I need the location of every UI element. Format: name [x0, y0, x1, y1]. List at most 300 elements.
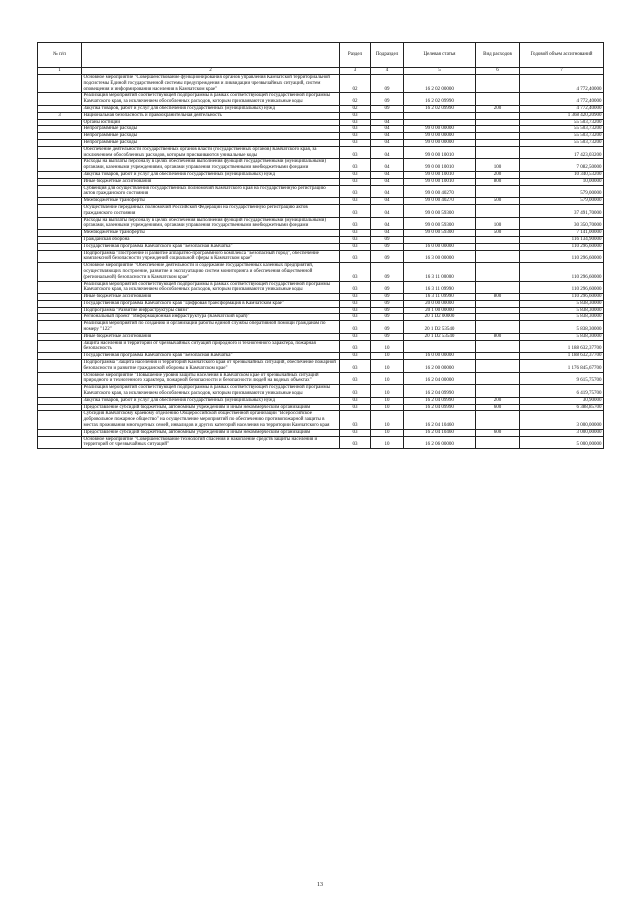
cell-vr — [476, 204, 520, 217]
cell-sum: 30,90000 — [520, 397, 604, 404]
cell-sum: 110 296,60000 — [520, 263, 604, 281]
table-row — [38, 105, 604, 112]
cell-num — [38, 178, 82, 185]
cell-sum: 1 368 420,20900 — [520, 112, 604, 119]
cell-sum: 7 082,50000 — [520, 159, 604, 172]
header-podrazdel: Подраздел — [371, 43, 404, 68]
table-row — [38, 217, 604, 230]
cell-razdel: 03 — [340, 353, 371, 360]
cell-razdel: 03 — [340, 340, 371, 353]
cell-csr: 16 3 11 09990 — [404, 281, 476, 294]
cell-name: Иные бюджетные ассигнования — [82, 294, 340, 301]
cell-csr: 16 2 06 00000 — [404, 436, 476, 449]
cell-vr — [476, 126, 520, 133]
cell-num — [38, 217, 82, 230]
cell-sum: 30 350,70000 — [520, 217, 604, 230]
cell-num — [38, 397, 82, 404]
cell-num — [38, 243, 82, 250]
cell-podrazdel: 04 — [371, 119, 404, 126]
cell-csr: 20 1 D2 00000 — [404, 314, 476, 321]
table-row — [38, 333, 604, 340]
cell-csr: 16 2 04 10460 — [404, 411, 476, 429]
cell-vr: 500 — [476, 198, 520, 205]
table-row — [38, 294, 604, 301]
cell-razdel: 03 — [340, 198, 371, 205]
table-row — [38, 436, 604, 449]
table-row — [38, 250, 604, 263]
cell-csr — [404, 119, 476, 126]
cell-name: Субсидия Камчатскому краевому отделению Общероссийской общественной организации "Всероссийское добровольное пожарное общество" на осуществление мероприятий по обеспечению противопожарной защиты в местах проживания многодетных семей, инвалидов и других категорий населения на территории Камчатского края — [82, 411, 340, 429]
cell-razdel: 03 — [340, 263, 371, 281]
cell-razdel: 02 — [340, 93, 371, 106]
table-row — [38, 185, 604, 198]
cell-name: Иные бюджетные ассигнования — [82, 178, 340, 185]
cell-num — [38, 263, 82, 281]
cell-vr — [476, 360, 520, 373]
cell-sum: 7 141,00000 — [520, 230, 604, 237]
table-row — [38, 146, 604, 159]
column-number-row — [38, 68, 604, 75]
cell-razdel: 02 — [340, 75, 371, 93]
cell-num — [38, 353, 82, 360]
cell-sum: 110 296,60000 — [520, 243, 604, 250]
cell-sum: 5 838,30000 — [520, 307, 604, 314]
cell-vr: 800 — [476, 294, 520, 301]
cell-csr: 20 1 D2 53540 — [404, 333, 476, 340]
cell-razdel: 03 — [340, 294, 371, 301]
header-vr: Вид расходов — [476, 43, 520, 68]
cell-name: Предоставление субсидий бюджетным, автономным учреждениям и иным некоммерческим организациям — [82, 429, 340, 436]
cell-sum: 10,00000 — [520, 178, 604, 185]
cell-csr: 20 1 00 00000 — [404, 307, 476, 314]
cell-vr: 500 — [476, 230, 520, 237]
cell-razdel: 03 — [340, 436, 371, 449]
cell-csr: 16 2 00 00000 — [404, 360, 476, 373]
cell-razdel: 03 — [340, 397, 371, 404]
cell-sum: 1 188 632,37700 — [520, 340, 604, 353]
cell-csr: 16 2 04 09990 — [404, 385, 476, 398]
cell-sum: 6 388,85700 — [520, 404, 604, 411]
cell-podrazdel: 09 — [371, 105, 404, 112]
cell-name: Государственная программа Камчатского края "Цифровая трансформация в Камчатском крае" — [82, 300, 340, 307]
col-number: 1 — [38, 68, 82, 75]
cell-csr: 16 2 04 00000 — [404, 372, 476, 385]
table-row — [38, 429, 604, 436]
cell-sum: 5 000,00000 — [520, 436, 604, 449]
cell-name: Непрограммные расходы — [82, 133, 340, 140]
cell-vr — [476, 307, 520, 314]
table-row — [38, 281, 604, 294]
cell-name: Непрограммные расходы — [82, 139, 340, 146]
cell-sum: 579,00000 — [520, 185, 604, 198]
cell-sum: 6 419,75700 — [520, 385, 604, 398]
cell-vr — [476, 436, 520, 449]
cell-name: Защита населения и территории от чрезвычайных ситуаций природного и техногенного характера, пожарная безопасность — [82, 340, 340, 353]
cell-name: Национальная безопасность и правоохранительная деятельность — [82, 112, 340, 119]
table-row — [38, 230, 604, 237]
cell-name: Государственная программа Камчатского края "Безопасная Камчатка" — [82, 353, 340, 360]
cell-podrazdel: 04 — [371, 178, 404, 185]
cell-razdel: 03 — [340, 230, 371, 237]
table-row — [38, 178, 604, 185]
cell-num — [38, 119, 82, 126]
cell-podrazdel: 10 — [371, 372, 404, 385]
cell-vr — [476, 75, 520, 93]
cell-num — [38, 105, 82, 112]
cell-vr — [476, 353, 520, 360]
cell-name: Субвенция для осуществления государственных полномочий Камчатского края на государственную регистрацию актов гражданского состояния — [82, 185, 340, 198]
cell-vr — [476, 340, 520, 353]
cell-podrazdel: 10 — [371, 353, 404, 360]
cell-num: 3 — [38, 112, 82, 119]
cell-name: Подпрограмма "Построение и развитие аппаратно-программного комплекса "Безопасный город", обеспечение комплексной безопасности учреждений социальной сферы в Камчатском крае" — [82, 250, 340, 263]
cell-num — [38, 307, 82, 314]
table-row — [38, 236, 604, 243]
cell-name: Региональный проект "Информационная инфраструктура (Камчатский край)" — [82, 314, 340, 321]
cell-sum: 110 296,60000 — [520, 250, 604, 263]
cell-razdel: 03 — [340, 250, 371, 263]
cell-vr — [476, 243, 520, 250]
cell-csr: 99 0 00 00000 — [404, 126, 476, 133]
cell-num — [38, 372, 82, 385]
cell-vr — [476, 372, 520, 385]
cell-vr: 600 — [476, 404, 520, 411]
cell-vr: 200 — [476, 105, 520, 112]
cell-csr: 99 0 00 10010 — [404, 146, 476, 159]
cell-sum: 116 134,90000 — [520, 236, 604, 243]
cell-sum: 110 296,60000 — [520, 281, 604, 294]
cell-name: Непрограммные расходы — [82, 126, 340, 133]
table-row — [38, 321, 604, 334]
table-row — [38, 372, 604, 385]
cell-vr: 100 — [476, 217, 520, 230]
cell-num — [38, 360, 82, 373]
cell-sum: 5 838,30000 — [520, 333, 604, 340]
cell-name: Подпрограмма "Защита населения и территорий Камчатского края от чрезвычайных ситуаций, обеспечение пожарной безопасности и развитие гражданской обороны в Камчатском крае" — [82, 360, 340, 373]
cell-vr — [476, 321, 520, 334]
cell-name: Осуществление переданных полномочий Российской Федерации на государственную регистрацию актов гражданского состояния — [82, 204, 340, 217]
cell-num — [38, 300, 82, 307]
cell-name: Реализация мероприятий по созданию и организации работы единой службы оперативной помощи гражданам по номеру "122" — [82, 321, 340, 334]
cell-podrazdel: 09 — [371, 281, 404, 294]
cell-podrazdel: 09 — [371, 93, 404, 106]
cell-name: Предоставление субсидий бюджетным, автономным учреждениям и иным некоммерческим организациям — [82, 404, 340, 411]
cell-razdel: 03 — [340, 185, 371, 198]
cell-num — [38, 429, 82, 436]
cell-podrazdel: 04 — [371, 198, 404, 205]
cell-num — [38, 93, 82, 106]
cell-vr: 200 — [476, 171, 520, 178]
cell-razdel: 03 — [340, 112, 371, 119]
cell-sum: 37 491,70000 — [520, 204, 604, 217]
cell-num — [38, 146, 82, 159]
table-row — [38, 119, 604, 126]
cell-num — [38, 333, 82, 340]
cell-razdel: 03 — [340, 217, 371, 230]
cell-csr: 99 0 00 59300 — [404, 204, 476, 217]
cell-vr — [476, 139, 520, 146]
cell-razdel: 03 — [340, 133, 371, 140]
table-row — [38, 112, 604, 119]
cell-num — [38, 436, 82, 449]
cell-sum: 10 340,53200 — [520, 171, 604, 178]
table-row — [38, 159, 604, 172]
cell-csr: 16 3 00 00000 — [404, 250, 476, 263]
cell-csr — [404, 236, 476, 243]
cell-podrazdel: 04 — [371, 159, 404, 172]
cell-num — [38, 75, 82, 93]
cell-sum: 4 772,40000 — [520, 93, 604, 106]
cell-podrazdel: 04 — [371, 171, 404, 178]
cell-vr — [476, 185, 520, 198]
cell-csr: 99 0 00 10010 — [404, 178, 476, 185]
cell-vr — [476, 146, 520, 159]
cell-csr: 16 0 00 00000 — [404, 243, 476, 250]
cell-num — [38, 385, 82, 398]
cell-name: Государственная программа Камчатского края "Безопасная Камчатка" — [82, 243, 340, 250]
col-number: 7 — [520, 68, 604, 75]
cell-vr: 200 — [476, 397, 520, 404]
cell-num — [38, 250, 82, 263]
cell-num — [38, 126, 82, 133]
cell-vr — [476, 300, 520, 307]
table-row — [38, 126, 604, 133]
cell-csr: 99 0 00 00000 — [404, 139, 476, 146]
cell-num — [38, 236, 82, 243]
table-row — [38, 198, 604, 205]
cell-razdel: 03 — [340, 360, 371, 373]
cell-razdel: 02 — [340, 105, 371, 112]
cell-name: Подпрограмма "Развитие инфраструктуры связи" — [82, 307, 340, 314]
cell-name: Межбюджетные трансферты — [82, 198, 340, 205]
cell-num — [38, 185, 82, 198]
cell-csr: 16 3 11 00000 — [404, 263, 476, 281]
cell-razdel: 03 — [340, 243, 371, 250]
cell-vr: 800 — [476, 178, 520, 185]
cell-name: Основное мероприятие "Совершенствование функционирования органов управления Камчатской территориальной подсистемы Единой государственной системы предупреждения и ликвидации чрезвычайных ситуаций, систем оповещения и информирования населения в Камчатском крае" — [82, 75, 340, 93]
cell-vr — [476, 411, 520, 429]
col-number: 2 — [82, 68, 340, 75]
cell-name: Основное мероприятие "Обеспечение деятельности и содержание государственных казенных предприятий, осуществляющих построение, развитие и эксплуатацию систем мониторинга и обеспечения общественной (региональной) безопасности в Камчатском крае" — [82, 263, 340, 281]
table-row — [38, 411, 604, 429]
cell-podrazdel: 09 — [371, 321, 404, 334]
table-row — [38, 263, 604, 281]
cell-podrazdel: 10 — [371, 404, 404, 411]
table-row — [38, 314, 604, 321]
cell-name: Органы юстиции — [82, 119, 340, 126]
col-number: 4 — [371, 68, 404, 75]
cell-razdel: 03 — [340, 146, 371, 159]
cell-podrazdel: 10 — [371, 429, 404, 436]
cell-vr — [476, 263, 520, 281]
header-razdel: Раздел — [340, 43, 371, 68]
cell-razdel: 03 — [340, 236, 371, 243]
col-number: 5 — [404, 68, 476, 75]
cell-podrazdel: 09 — [371, 333, 404, 340]
cell-csr: 16 2 02 09990 — [404, 105, 476, 112]
cell-csr: 16 3 11 09990 — [404, 294, 476, 301]
table-row — [38, 404, 604, 411]
cell-razdel: 03 — [340, 178, 371, 185]
cell-csr: 99 0 00 10010 — [404, 171, 476, 178]
cell-sum: 5 838,30000 — [520, 314, 604, 321]
cell-podrazdel: 04 — [371, 133, 404, 140]
cell-vr — [476, 314, 520, 321]
cell-name: Расходы на выплаты персоналу в целях обеспечения выполнения функций государственными (муниципальными) органами, казенными учреждениями, органами управления государственными внебюджетными фондами — [82, 159, 340, 172]
cell-podrazdel: 04 — [371, 204, 404, 217]
cell-podrazdel: 09 — [371, 314, 404, 321]
cell-podrazdel: 10 — [371, 411, 404, 429]
cell-name: Гражданская оборона — [82, 236, 340, 243]
cell-name: Расходы на выплаты персоналу в целях обеспечения выполнения функций государственными (муниципальными) органами, казенными учреждениями, органами управления государственными внебюджетными фондами — [82, 217, 340, 230]
cell-csr: 16 2 04 09990 — [404, 404, 476, 411]
cell-csr: 20 1 D2 53540 — [404, 321, 476, 334]
cell-razdel: 03 — [340, 385, 371, 398]
cell-csr: 99 0 00 10010 — [404, 159, 476, 172]
cell-podrazdel: 04 — [371, 230, 404, 237]
cell-razdel: 03 — [340, 204, 371, 217]
cell-vr — [476, 93, 520, 106]
cell-podrazdel: 04 — [371, 185, 404, 198]
cell-podrazdel: 09 — [371, 263, 404, 281]
cell-sum: 3 000,00000 — [520, 429, 604, 436]
cell-razdel: 03 — [340, 126, 371, 133]
page-number: 13 — [317, 882, 323, 888]
cell-sum: 4 772,40000 — [520, 75, 604, 93]
header-sum: Годовой объем ассигнований — [520, 43, 604, 68]
cell-razdel: 03 — [340, 307, 371, 314]
cell-podrazdel: 09 — [371, 250, 404, 263]
cell-podrazdel: 04 — [371, 139, 404, 146]
cell-vr: 800 — [476, 333, 520, 340]
col-number: 3 — [340, 68, 371, 75]
cell-csr: 16 2 02 00000 — [404, 75, 476, 93]
cell-razdel: 03 — [340, 171, 371, 178]
cell-sum: 3 000,00000 — [520, 411, 604, 429]
cell-podrazdel: 10 — [371, 436, 404, 449]
header-name — [82, 43, 340, 68]
cell-razdel: 03 — [340, 300, 371, 307]
cell-razdel: 03 — [340, 314, 371, 321]
cell-sum: 55 503,73200 — [520, 126, 604, 133]
table-row — [38, 243, 604, 250]
cell-csr: 16 2 04 10460 — [404, 429, 476, 436]
cell-sum: 17 423,03200 — [520, 146, 604, 159]
table-row — [38, 385, 604, 398]
cell-csr — [404, 340, 476, 353]
col-number: 6 — [476, 68, 520, 75]
cell-num — [38, 198, 82, 205]
cell-name: Иные бюджетные ассигнования — [82, 333, 340, 340]
cell-name: Основное мероприятие "Повышение уровня защиты населения в Камчатском крае от чрезвычайных ситуаций природного и техногенного характера, пожарной безопасности и безопасности людей на водных объектах" — [82, 372, 340, 385]
table-row — [38, 300, 604, 307]
cell-num — [38, 204, 82, 217]
cell-num — [38, 159, 82, 172]
table-row — [38, 353, 604, 360]
cell-podrazdel: 10 — [371, 385, 404, 398]
cell-razdel: 03 — [340, 159, 371, 172]
cell-razdel: 03 — [340, 372, 371, 385]
cell-sum: 55 503,73200 — [520, 139, 604, 146]
cell-csr: 20 0 00 00000 — [404, 300, 476, 307]
cell-vr — [476, 112, 520, 119]
cell-name: Реализация мероприятий соответствующей подпрограммы в рамках соответствующей государственной программы Камчатского края, за исключением обособленных расходов, которым присваиваются уникальные коды — [82, 281, 340, 294]
cell-sum: 579,00000 — [520, 198, 604, 205]
cell-csr: 99 0 00 00000 — [404, 133, 476, 140]
budget-table — [37, 42, 604, 449]
table-row — [38, 171, 604, 178]
cell-vr — [476, 236, 520, 243]
cell-vr — [476, 281, 520, 294]
header-num: № п/п — [38, 43, 82, 68]
cell-name: Основное мероприятие "Совершенствование технологий спасения и накопление средств защиты населения и территорий от чрезвычайных ситуаций" — [82, 436, 340, 449]
cell-sum: 9 615,75700 — [520, 372, 604, 385]
cell-podrazdel: 04 — [371, 126, 404, 133]
cell-csr: 99 0 00 59300 — [404, 230, 476, 237]
table-row — [38, 204, 604, 217]
cell-csr: 99 0 00 59300 — [404, 217, 476, 230]
cell-csr: 16 0 00 00000 — [404, 353, 476, 360]
cell-name: Реализация мероприятий соответствующей подпрограммы в рамках соответствующей государственной программы Камчатского края, за исключением обособленных расходов, которым присваиваются уникальные коды — [82, 385, 340, 398]
cell-podrazdel: 09 — [371, 243, 404, 250]
cell-num — [38, 133, 82, 140]
cell-razdel: 03 — [340, 333, 371, 340]
cell-num — [38, 321, 82, 334]
cell-podrazdel: 09 — [371, 307, 404, 314]
cell-csr — [404, 112, 476, 119]
cell-sum: 110 296,60000 — [520, 294, 604, 301]
cell-razdel: 03 — [340, 321, 371, 334]
cell-vr: 100 — [476, 159, 520, 172]
cell-vr: 600 — [476, 429, 520, 436]
cell-razdel: 03 — [340, 429, 371, 436]
cell-podrazdel: 10 — [371, 397, 404, 404]
cell-sum: 55 503,73200 — [520, 133, 604, 140]
cell-sum: 5 838,30000 — [520, 300, 604, 307]
cell-vr — [476, 250, 520, 263]
table-row — [38, 139, 604, 146]
cell-name: Закупка товаров, работ и услуг для обеспечения государственных (муниципальных) нужд — [82, 171, 340, 178]
cell-csr: 16 2 04 09990 — [404, 397, 476, 404]
cell-name: Реализация мероприятий соответствующей подпрограммы в рамках соответствующей государственной программы Камчатского края, за исключением обособленных расходов, которым присваиваются уникальные коды — [82, 93, 340, 106]
cell-csr: 16 2 02 09990 — [404, 93, 476, 106]
cell-num — [38, 281, 82, 294]
cell-podrazdel: 09 — [371, 300, 404, 307]
cell-podrazdel: 04 — [371, 217, 404, 230]
cell-podrazdel: 09 — [371, 236, 404, 243]
cell-razdel: 03 — [340, 139, 371, 146]
cell-podrazdel — [371, 112, 404, 119]
cell-podrazdel: 09 — [371, 75, 404, 93]
cell-num — [38, 314, 82, 321]
cell-vr — [476, 385, 520, 398]
cell-num — [38, 139, 82, 146]
cell-razdel: 03 — [340, 404, 371, 411]
cell-name: Межбюджетные трансферты — [82, 230, 340, 237]
header-row — [38, 43, 604, 68]
cell-num — [38, 411, 82, 429]
cell-sum: 55 503,73200 — [520, 119, 604, 126]
cell-podrazdel: 10 — [371, 360, 404, 373]
cell-csr: 99 0 00 40270 — [404, 198, 476, 205]
cell-num — [38, 230, 82, 237]
table-row — [38, 133, 604, 140]
table-row — [38, 360, 604, 373]
table-row — [38, 340, 604, 353]
cell-num — [38, 294, 82, 301]
cell-razdel: 03 — [340, 119, 371, 126]
cell-csr: 99 0 00 40270 — [404, 185, 476, 198]
